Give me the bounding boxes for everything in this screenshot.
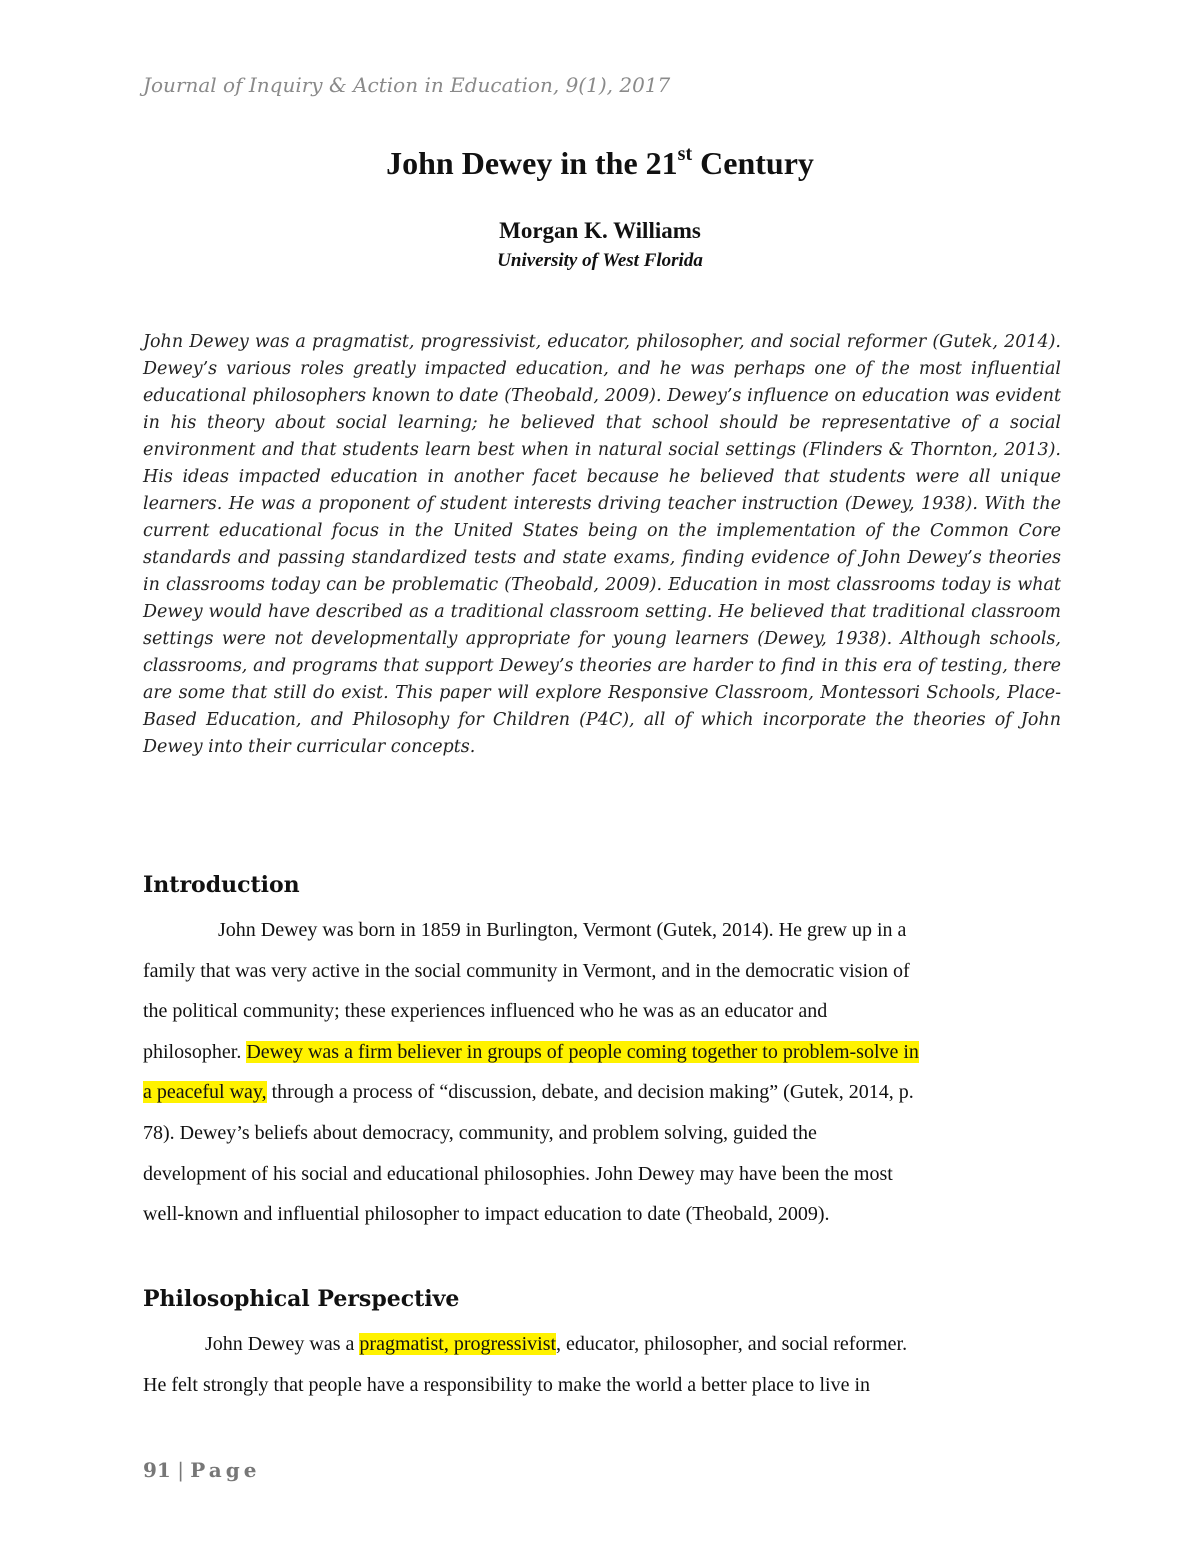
highlighted-text: a peaceful way,	[143, 1081, 267, 1104]
highlighted-text: Dewey was a firm believer in groups of people coming together to problem-solve in	[246, 1040, 919, 1063]
paragraph-line: He felt strongly that people have a responsibility to make the world a better place to live in	[143, 1373, 871, 1396]
paper-title	[0, 145, 1200, 182]
text-run: , educator, philosopher, and social reformer.	[556, 1333, 908, 1355]
highlighted-text: pragmatist, progressivist	[359, 1333, 557, 1355]
text-run: philosopher.	[143, 1040, 247, 1063]
section-heading-introduction: Introduction	[143, 872, 300, 898]
paragraph-line	[143, 1324, 1061, 1365]
paragraph-line	[143, 1032, 1061, 1073]
page-number: 91	[143, 1458, 171, 1482]
section-heading-philosophical-perspective: Philosophical Perspective	[143, 1286, 460, 1312]
title-tail: Century	[692, 145, 814, 181]
paragraph-line: development of his social and educational philosophies. John Dewey may have been the most	[143, 1162, 893, 1185]
text-run: John Dewey was a	[205, 1333, 360, 1355]
title-superscript: st	[677, 143, 693, 165]
philosophical-body	[143, 1324, 1061, 1405]
paragraph-line: the political community; these experiences influenced who he was as an educator and	[143, 1000, 828, 1023]
title-main: John Dewey in the 21	[386, 145, 678, 181]
paragraph-line: 78). Dewey’s beliefs about democracy, community, and problem solving, guided the	[143, 1121, 817, 1144]
abstract: John Dewey was a pragmatist, progressivist, educator, philosopher, and social reformer (Gutek, 2014). Dewey’s various roles greatly impacted education, and he was perhaps one of the most influential educational philosophers known to date (Theobald, 2009). Dewey’s influence on education was evident in his theory about social learning; he believed that school should be representative of a social environment and that students learn best when in natural social settings (Flinders & Thornton, 2013). His ideas impacted education in another facet because he believed that students were all unique learners. He was a proponent of student interests driving teacher instruction (Dewey, 1938). With the current educational focus in the United States being on the implementation of the Common Core standards and passing standardized tests and state exams, finding evidence of John Dewey’s theories in classrooms today can be problematic (Theobald, 2009). Education in most classrooms today is what Dewey would have described as a traditional classroom setting. He believed that traditional classroom settings were not developmentally appropriate for young learners (Dewey, 1938). Although schools, classrooms, and programs that support Dewey’s theories are harder to find in this era of testing, there are some that still do exist. This paper will explore Responsive Classroom, Montessori Schools, Place-Based Education, and Philosophy for Children (P4C), all of which incorporate the theories of John Dewey into their curricular concepts.	[143, 332, 1061, 757]
introduction-body	[143, 910, 1061, 1235]
footer-separator: |	[170, 1458, 191, 1482]
paragraph-line: family that was very active in the social community in Vermont, and in the democratic vision of	[143, 959, 910, 982]
paragraph-line: John Dewey was born in 1859 in Burlington, Vermont (Gutek, 2014). He grew up in a	[218, 919, 907, 941]
running-header: Journal of Inquiry & Action in Education, 9(1), 2017	[143, 73, 671, 97]
paragraph-line: well-known and influential philosopher to impact education to date (Theobald, 2009).	[143, 1203, 830, 1226]
page-label: Page	[190, 1458, 261, 1482]
paragraph-line	[143, 1072, 1061, 1113]
author-name: Morgan K. Williams	[499, 218, 701, 243]
author-affiliation: University of West Florida	[497, 250, 703, 271]
page-footer	[143, 1458, 260, 1482]
text-run: through a process of “discussion, debate, and decision making” (Gutek, 2014, p.	[266, 1081, 914, 1104]
